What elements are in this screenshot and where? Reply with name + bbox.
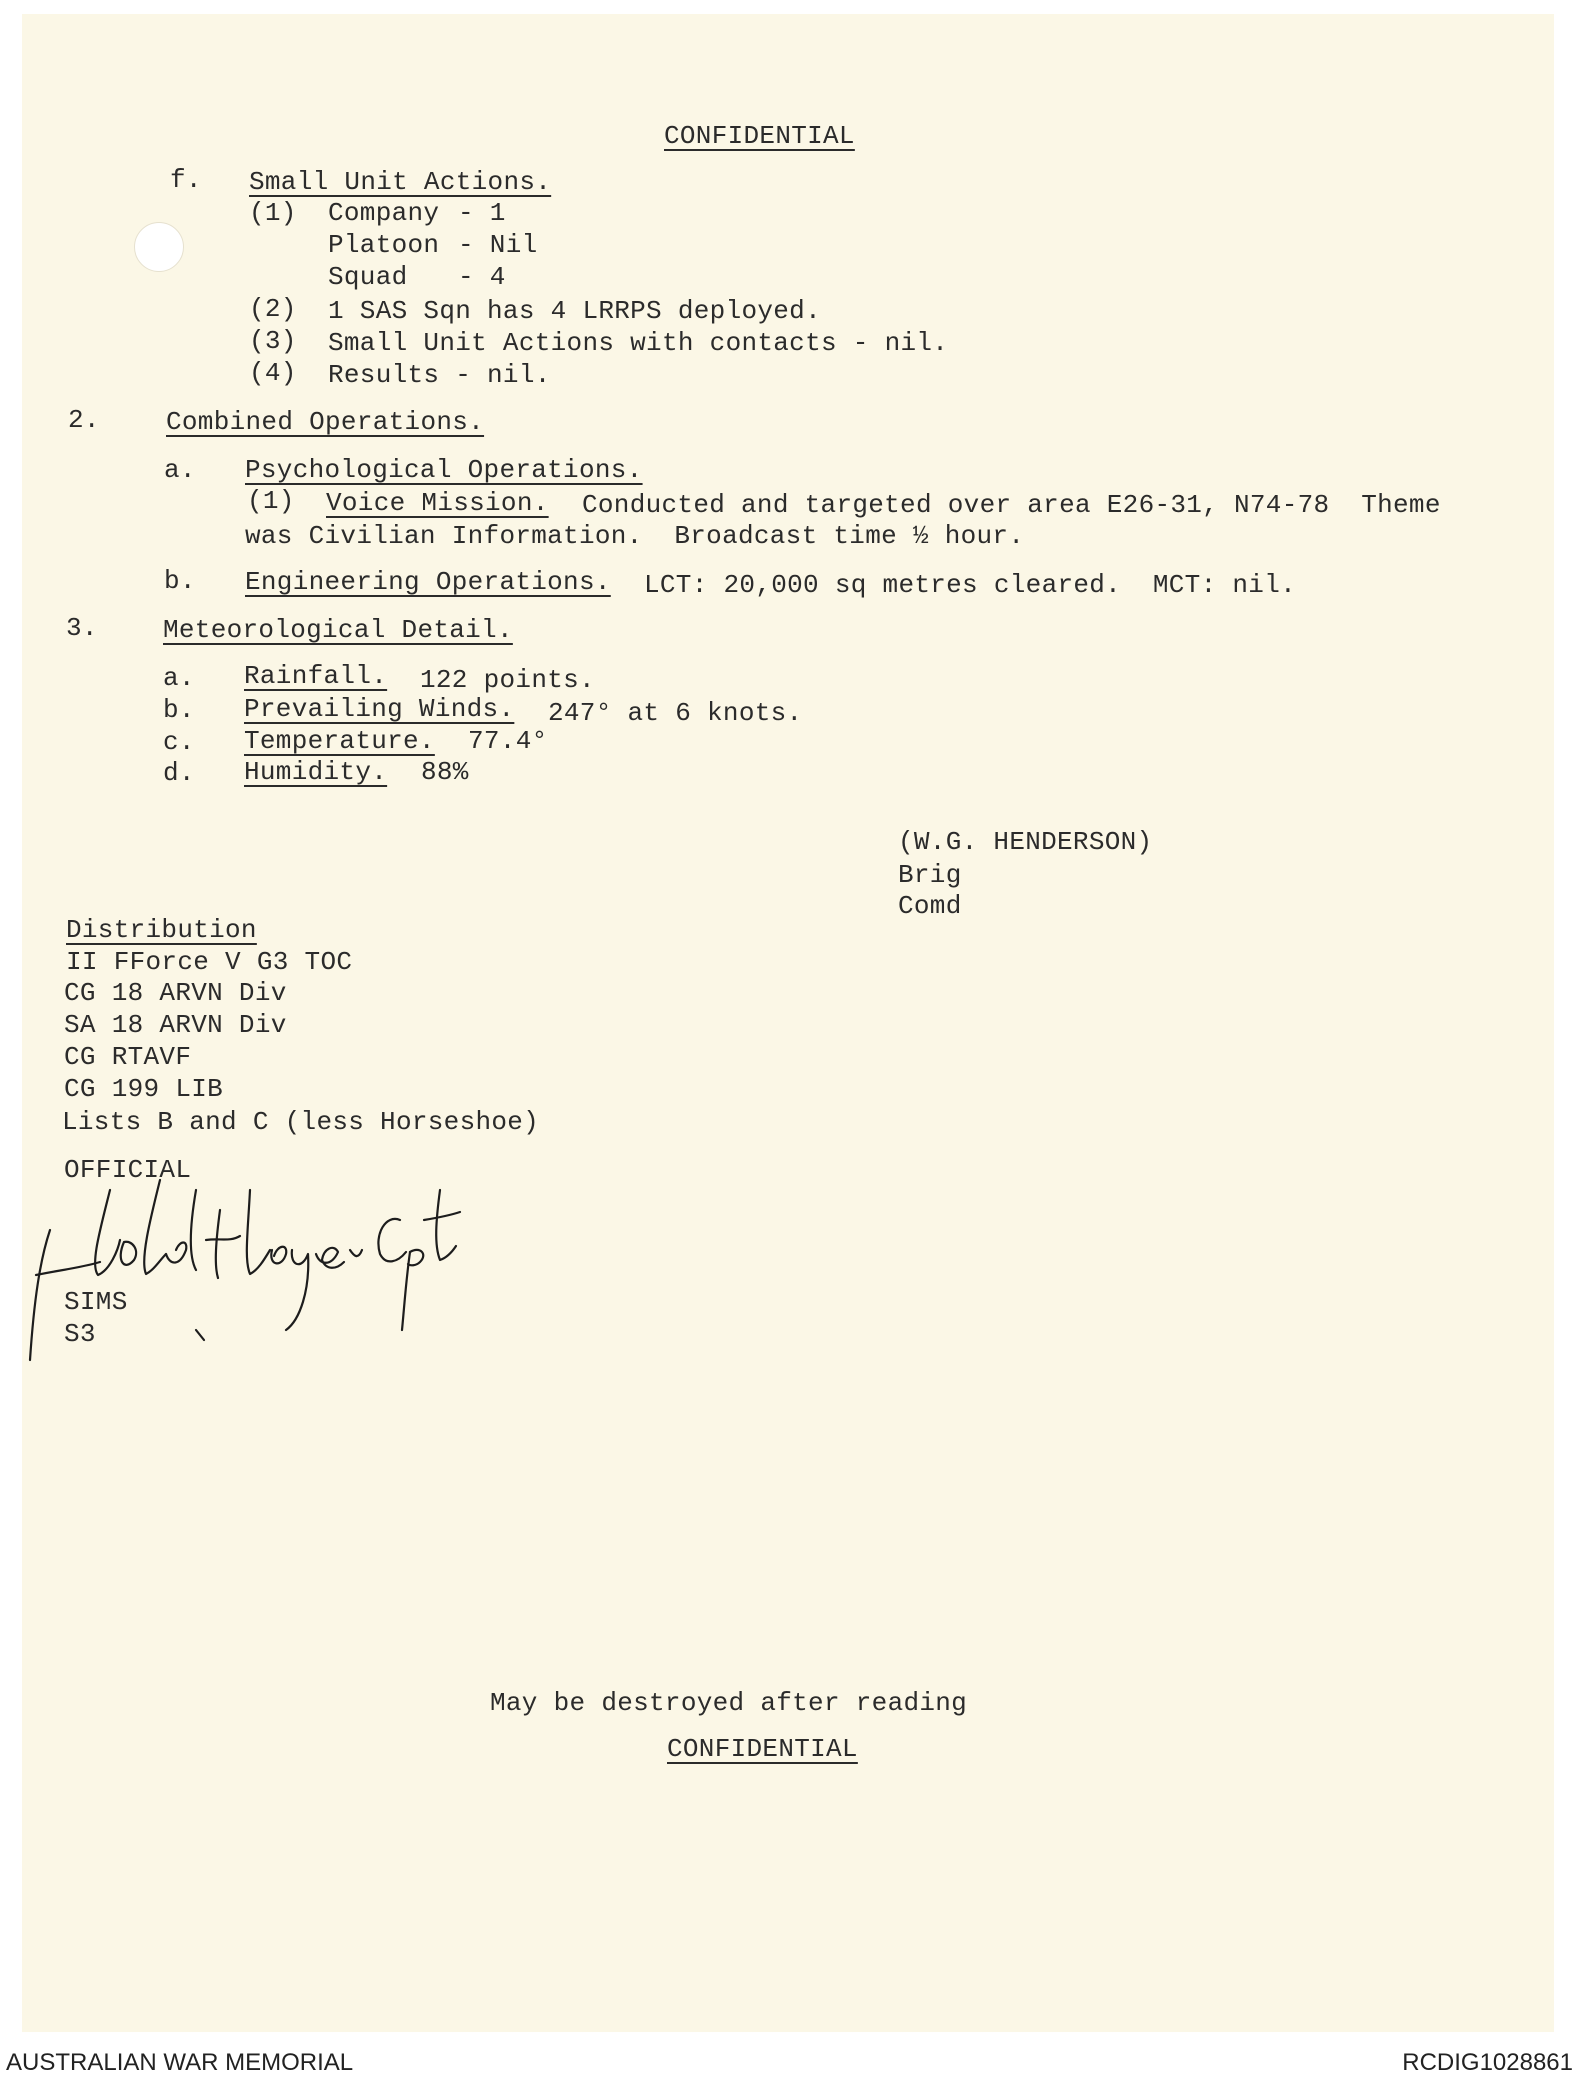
- met-marker: d.: [163, 758, 195, 788]
- item-text: Results - nil.: [328, 360, 551, 390]
- distribution-line: CG 199 LIB: [64, 1074, 224, 1104]
- winds-label: Prevailing Winds.: [244, 694, 515, 724]
- section-f-marker: f.: [170, 165, 202, 195]
- section-2a-title: Psychological Operations.: [245, 455, 643, 485]
- distribution-line: II FForce V G3 TOC: [66, 947, 353, 977]
- official-label: OFFICIAL: [64, 1155, 192, 1185]
- met-marker: b.: [163, 695, 195, 725]
- squad-label: Squad: [328, 262, 408, 292]
- humidity-label: Humidity.: [244, 757, 388, 787]
- signatory-rank: Brig: [898, 860, 962, 890]
- winds-value: 247° at 6 knots.: [548, 698, 803, 728]
- signatory-name: (W.G. HENDERSON): [898, 827, 1153, 857]
- platoon-value: - Nil: [458, 230, 538, 260]
- section-2a-marker: a.: [164, 455, 196, 485]
- archive-reference: RCDIG1028861: [1402, 2049, 1573, 2076]
- item-num: (1): [249, 198, 297, 228]
- distribution-line: CG RTAVF: [64, 1042, 192, 1072]
- company-label: Company: [328, 198, 440, 228]
- met-marker: c.: [163, 727, 195, 757]
- rainfall-label: Rainfall.: [244, 661, 388, 691]
- item-text: 1 SAS Sqn has 4 LRRPS deployed.: [328, 296, 821, 326]
- rainfall-value: 122 points.: [420, 665, 595, 695]
- sub-num: (1): [247, 486, 295, 516]
- item-num: (3): [249, 326, 297, 356]
- header-classification: CONFIDENTIAL: [664, 121, 855, 151]
- section-2b-marker: b.: [164, 566, 196, 596]
- distribution-line: Lists B and C (less Horseshoe): [62, 1107, 540, 1137]
- voice-mission-line1: Conducted and targeted over area E26-31, N74-78 Theme: [582, 490, 1441, 520]
- item-num: (2): [249, 294, 297, 324]
- destroy-note: May be destroyed after reading: [490, 1688, 968, 1718]
- temperature-label: Temperature.: [244, 726, 435, 756]
- item-num: (4): [249, 358, 297, 388]
- section-2b-text: LCT: 20,000 sq metres cleared. MCT: nil.: [644, 570, 1297, 600]
- official-name: SIMS: [64, 1287, 128, 1317]
- section-2-num: 2.: [68, 405, 100, 435]
- footer-classification: CONFIDENTIAL: [667, 1734, 858, 1764]
- voice-mission-line2: was Civilian Information. Broadcast time ½ hour.: [245, 521, 1025, 551]
- met-marker: a.: [163, 663, 195, 693]
- humidity-value: 88%: [421, 757, 469, 787]
- official-appointment: S3: [64, 1319, 96, 1349]
- punch-hole: [134, 222, 184, 272]
- voice-mission-title: Voice Mission.: [326, 488, 549, 518]
- section-f-title: Small Unit Actions.: [249, 167, 552, 197]
- section-2b-title: Engineering Operations.: [245, 567, 611, 597]
- section-3-num: 3.: [66, 613, 98, 643]
- distribution-line: SA 18 ARVN Div: [64, 1010, 287, 1040]
- section-3-title: Meteorological Detail.: [163, 615, 513, 645]
- signatory-appointment: Comd: [898, 891, 962, 921]
- distribution-line: CG 18 ARVN Div: [64, 978, 287, 1008]
- distribution-title: Distribution: [66, 915, 257, 945]
- company-value: - 1: [458, 198, 506, 228]
- section-2-title: Combined Operations.: [166, 407, 485, 437]
- temperature-value: 77.4°: [468, 726, 548, 756]
- archive-credit: AUSTRALIAN WAR MEMORIAL: [6, 2049, 354, 2076]
- platoon-label: Platoon: [328, 230, 440, 260]
- squad-value: - 4: [458, 262, 506, 292]
- item-text: Small Unit Actions with contacts - nil.: [328, 328, 949, 358]
